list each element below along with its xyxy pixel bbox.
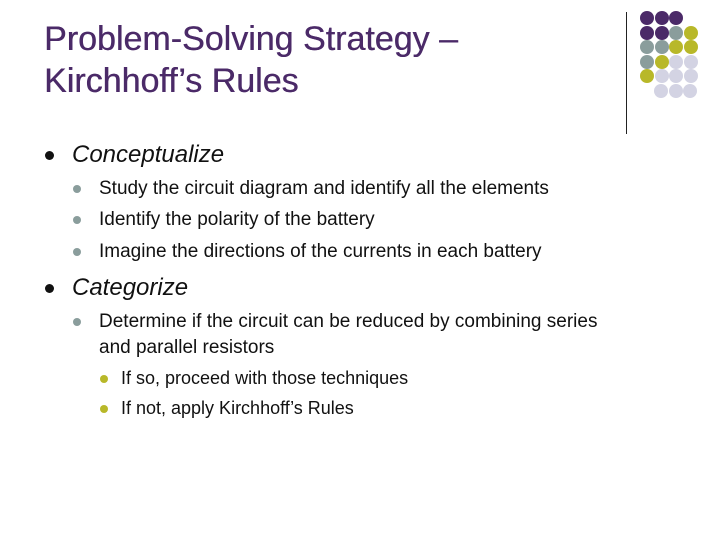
section-heading-categorize: Categorize — [72, 274, 189, 301]
decorative-dot-grid — [0, 0, 720, 140]
decorative-dot — [669, 69, 683, 83]
decorative-dot — [684, 55, 698, 69]
bullet-icon — [73, 216, 81, 224]
decorative-dot — [669, 55, 683, 69]
bullet-icon — [73, 185, 81, 193]
decorative-dot — [640, 69, 654, 83]
bullet-icon — [45, 284, 54, 293]
sub-list-item: If not, apply Kirchhoff’s Rules — [121, 398, 354, 418]
decorative-dot — [640, 11, 654, 25]
decorative-dot — [669, 40, 683, 54]
decorative-dot — [684, 26, 698, 40]
bullet-icon — [100, 375, 108, 383]
bullet-icon — [73, 248, 81, 256]
sub-list-item: If so, proceed with those techniques — [121, 368, 409, 388]
decorative-dot — [640, 40, 654, 54]
decorative-dot — [655, 40, 669, 54]
decorative-dot — [655, 69, 669, 83]
decorative-dot — [640, 26, 654, 40]
decorative-dot — [684, 69, 698, 83]
decorative-dot — [669, 84, 683, 98]
decorative-dot — [654, 84, 668, 98]
decorative-dot — [683, 84, 697, 98]
section-heading-conceptualize: Conceptualize — [72, 141, 225, 168]
title-line-2: Kirchhoff’s Rules — [44, 62, 299, 100]
decorative-dot — [684, 40, 698, 54]
bullet-icon — [100, 405, 108, 413]
list-item: Imagine the directions of the currents in each battery — [99, 241, 542, 262]
decorative-dot — [669, 11, 683, 25]
decorative-dot — [655, 55, 669, 69]
decorative-dot — [655, 11, 669, 25]
title-line-1: Problem-Solving Strategy – — [44, 20, 458, 58]
decorative-dot — [655, 26, 669, 40]
decorative-dot — [640, 55, 654, 69]
bullet-icon — [73, 318, 81, 326]
list-item: Study the circuit diagram and identify all the elements — [99, 178, 549, 199]
decorative-dot — [669, 26, 683, 40]
list-item: Determine if the circuit can be reduced by combining series — [99, 311, 598, 332]
list-item-continuation: and parallel resistors — [99, 337, 275, 358]
bullet-icon — [45, 151, 54, 160]
list-item: Identify the polarity of the battery — [99, 209, 375, 230]
